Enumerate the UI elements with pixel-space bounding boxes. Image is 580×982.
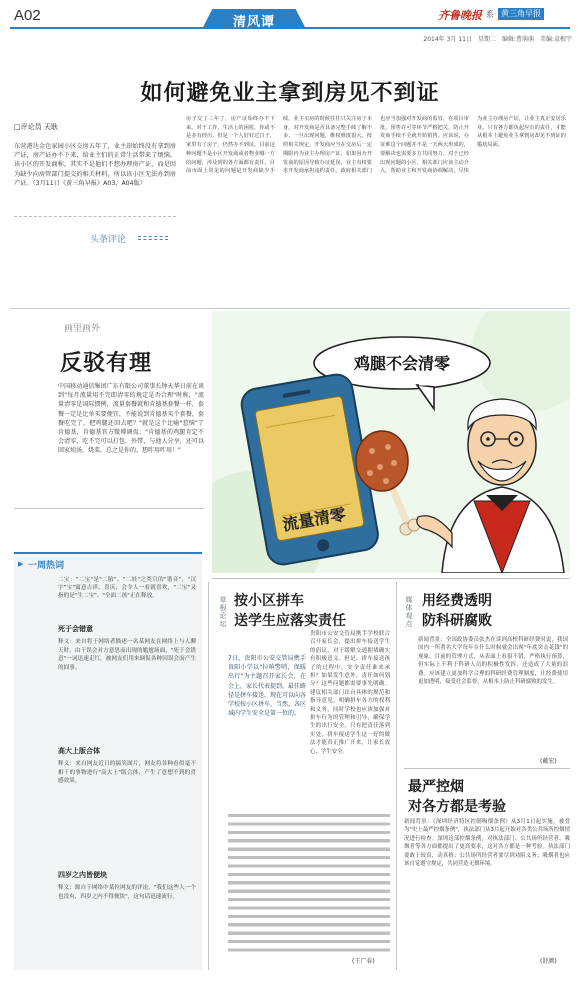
article-tag: 媒体观点 — [405, 596, 413, 628]
hot-word-body: 释义：源自于网络中某位网友的评论，"我们这些人一个也没有，四岁之内不得便块"，这句话迅速流行。 — [58, 885, 196, 900]
cartoon-column-body: 中国移动通信集团广东有限公司董事长钟天华日前在谈到"每月流量用不完即清零的规定是否合理"时称，"流量清零是国际惯例，流量套餐就和肯德基套餐一样，套餐一定是比单买要便宜，不能说到肯德基买个套餐，套餐吃完了，把鸡腿还回去吧？"就是这个比喻"惹恼"了肯德基，肯德基官方微博调侃："肯德基的鸡腿肯定不会清零，吃不完可以打包，外带，与他人分享，还可以回家炖汤，烧菜，总之是你的，想咋用咋用！" — [58, 383, 204, 455]
brand-badge: 黄三角早报 — [498, 8, 544, 20]
article-body: 贵阳市公安交管局携手学校联合召开家长会，提出拼车接送学生的倡议，对于缓解交通拥堵确实有积极意义。但是，拼车接送孩子的过程中，安全责任谁来承担？如果发生意外，责任如何划分？这些问题都需要事先明确。建议相关部门出台具体的规范和指导意见，明确拼车各方的权利和义务，同时学校也应该加强对拼车行为的管理和引导，确保学生的出行安全。只有把责任落到实处，拼车接送学生这一好的做法才能真正推广开来，让家长放心、学生安全。 — [310, 631, 390, 755]
hot-word-title: 高大上版合体 — [58, 747, 100, 755]
dashes-icon — [138, 236, 168, 240]
section-title: 清风谭 — [232, 15, 275, 30]
article-tag: 草根论坛 — [219, 596, 227, 628]
brand-name: 齐鲁晚报 — [438, 9, 482, 22]
article-headline-2: 送学生应落实责任 — [234, 613, 346, 629]
article-divider — [404, 768, 570, 769]
page-code: A02 — [14, 7, 41, 24]
cartoon-illustration — [212, 311, 570, 573]
lead-divider — [10, 308, 570, 309]
hot-word-body: 释义：来自网友近日的搞笑图片，网友将各种看似毫不相干的事物进行"高大上"版合体，产生了意想不到的喜感效果。 — [58, 761, 196, 785]
column-divider — [396, 582, 397, 970]
article-headline: 用经费透明 — [422, 593, 492, 609]
masthead — [0, 0, 580, 46]
cartoon-kicker: 画里画外 — [64, 324, 101, 334]
article-body: 新闻背景：全国政协委员张杰在谈到高校科研经费时说，我国国内一所著名大学每年在什么时候就会出现"年底突击花钱"的现象。目前的管理方式，从表面上看很不错，严格执行预算，但实际上不利于科研人员的积极性发挥，还造成了大量的浪费。应该建立更加科学合理的科研经费管理制度，让经费使用更加透明，接受社会监督，从根本上防止科研腐败的发生。 — [418, 637, 568, 686]
article-headline: 按小区拼车 — [234, 593, 304, 609]
brand-logo — [438, 7, 570, 23]
colonel-mascot-icon — [417, 399, 564, 573]
lead-intro: 东营港达金色家园小区交房五年了，业主却始终没有拿到房产证，房产证办不下来，给业主们的正常生活带来了烦恼。该小区的开发商称，其实不是他们不想办理房产证，而是因为缺少向房管部门提交的相关材料，所以该小区无法办到房产证。（3月11日《黄三角早报》A03、A04版） — [14, 143, 176, 187]
hot-word-title: 死于会错意 — [58, 625, 93, 633]
date-line: 2014年 3月 11日 星期二 编辑:曹萌萌 美编:袁根宇 — [423, 36, 572, 43]
article-credit: (舒颜) — [540, 958, 557, 965]
article-continued — [228, 814, 390, 954]
article-headline: 最严控烟 — [408, 779, 464, 795]
hot-word-body: 释义：来自将于网络者描述一名某网友在网络上与人聊天时，由于误会对方意思而出现的尴尬场面，"死于会错意"一词迅速走红，被网友们用来调侃各种因误会而产生的囧事。 — [58, 639, 196, 671]
column-divider — [208, 582, 209, 970]
hot-words-marker: ▶ — [18, 560, 24, 568]
lead-author: □评论员 天耿 — [14, 123, 58, 131]
brand-tail: 系 — [486, 10, 494, 19]
hot-words-intro: 二宝："二宝"是"二胎"、"二娃"之类宣的"谐音"，"汉字"宝"寓意吉祥、喜庆，会令人一看就喜欢，"二宝"又指的是"生二宝"、"全面二孩"正在释放。 — [58, 577, 196, 599]
lead-headline: 如何避免业主拿到房见不到证 — [140, 81, 440, 106]
hot-words-panel — [14, 552, 202, 970]
cartoon-column-title: 反驳有理 — [60, 351, 153, 376]
cartoon-column-rule — [14, 508, 204, 509]
article-credit: (王广春) — [352, 958, 375, 965]
article-body: 新闻背景：《深圳经济特区控制吸烟条例》从3月1日起实施，被誉为"史上最严控烟条例"，执法部门从3月起开始对各类公共场所控烟情况进行检查。深圳这部控烟条例，对执法部门、公共场所经营者、吸烟者等各方面都提出了更高要求，这对各方都是一种考验。执法部门要敢于较真，动真格；公共场所经营者要尽到劝阻义务；吸烟者也应该自觉遵守规定，共同营造无烟环境。 — [404, 819, 570, 868]
article-credit: (戴宏) — [540, 758, 557, 765]
phone-screen-text: 流量清零 — [280, 504, 348, 535]
speech-bubble-text: 鸡腿不会清零 — [353, 354, 450, 373]
lead-body: 房子交了三年了，房产证始终办不下来。对于工作、生活上的困扰，你或不是多有经历，但是一个人好好过日子，家里有了房子，仍然办不到证。目前这种问题不是小区开发商或者物业哪一方的问题，涉及到的各方面都有责任，目前市面上常见的问题是开发商缺少手续。业主买房的时候往往只关注房子本身，对开发商是否具备完整手续了解不多，一旦出现问题，维权难度很大。按照相关规定，开发商应当在交房后一定期限内为业主办理房产证，如果因为开发商的原因导致办证延误，业主有权要求开发商承担违约责任。政府相关部门也应当加强对开发商的监管，在项目审批、预售许可等环节严格把关，防止开发商手续不全就开始销售。应该说，办证难这个问题并不是一天两天形成的，要解决也需要多方共同努力。对于已经出现问题的小区，相关部门应该主动介入，帮助业主和开发商协调解决，尽快为业主办理房产证，让业主真正安居乐业。只有各方都负起应有的责任，才能从根本上避免业主拿到房却见不到证的尴尬局面。 — [186, 116, 566, 175]
column-tag-rule — [14, 216, 176, 217]
hot-word-title: 四岁之内皆便块 — [58, 871, 107, 879]
cartoon-divider — [212, 578, 570, 579]
hot-words-header: 一周热词 — [28, 561, 65, 571]
article-sidebar: 7日，贵阳市公安交管局携手贵阳小学以"拉响警哨，保暖出行"为主题召开家长会，在会上，家长代表提到，最佳路径是拼车接送，现在可以向各学校按小区拼车，当然，各区域内学生安全是第一位的。 — [228, 655, 306, 718]
article-headline-2: 对各方都是考验 — [408, 799, 506, 815]
article-headline-2: 防科研腐败 — [422, 613, 492, 629]
column-tag: 头条评论 — [90, 235, 127, 245]
